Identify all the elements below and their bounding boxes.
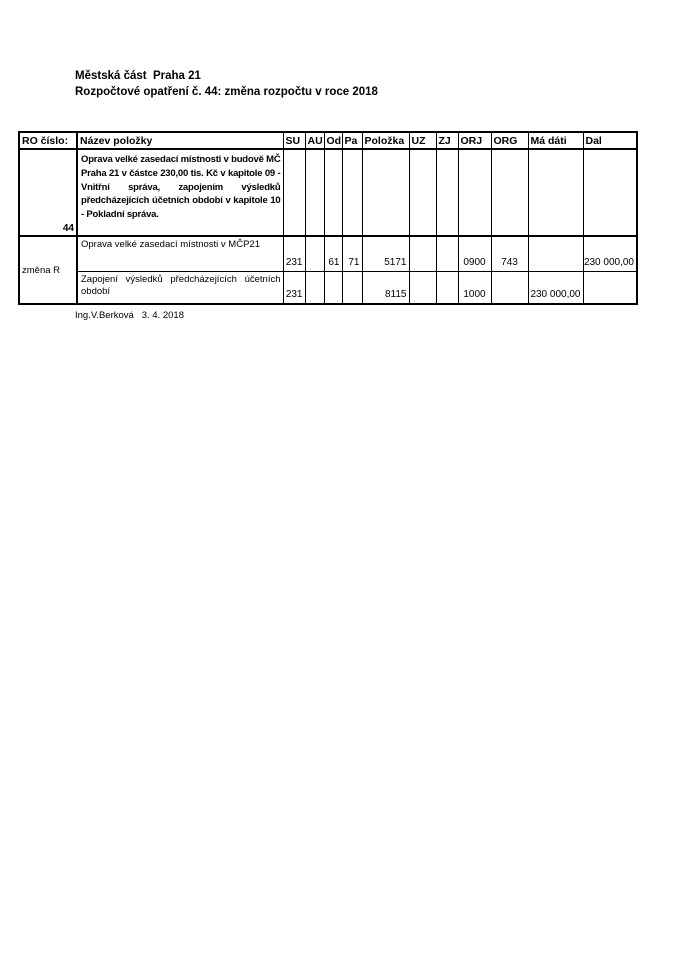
- uz-cell: [409, 272, 436, 305]
- pa-cell: 71: [342, 236, 362, 272]
- signature-line: Ing.V.Berková 3. 4. 2018: [75, 310, 184, 321]
- change-type-cell: změna R: [19, 236, 77, 304]
- org-cell: [491, 272, 528, 305]
- table-row: [19, 236, 637, 272]
- au-cell: [305, 272, 324, 305]
- empty-cell: [583, 149, 637, 236]
- item-name-cell: Oprava velké zasedací místnosti v MČP21: [77, 236, 283, 272]
- org-cell: 743: [491, 236, 528, 272]
- od-cell: 61: [324, 236, 342, 272]
- zj-cell: [436, 236, 458, 272]
- col-header-orj: ORJ: [458, 132, 491, 149]
- empty-cell: [528, 149, 583, 236]
- budget-measure-table: [18, 131, 638, 305]
- col-header-su: SU: [283, 132, 305, 149]
- empty-cell: [342, 149, 362, 236]
- col-header-pa: Pa: [342, 132, 362, 149]
- uz-cell: [409, 236, 436, 272]
- empty-cell: [491, 149, 528, 236]
- col-header-org: ORG: [491, 132, 528, 149]
- col-header-zj: ZJ: [436, 132, 458, 149]
- pa-cell: [342, 272, 362, 305]
- empty-cell: [436, 149, 458, 236]
- document-title-subject: Rozpočtové opatření č. 44: změna rozpočtu v roce 2018: [75, 86, 378, 98]
- empty-cell: [409, 149, 436, 236]
- ma-dati-cell: 230 000,00: [528, 272, 583, 305]
- table-row: [19, 272, 637, 305]
- col-header-dal: Dal: [583, 132, 637, 149]
- polozka-cell: 5171: [362, 236, 409, 272]
- empty-cell: [362, 149, 409, 236]
- table-header-row: [19, 132, 637, 149]
- col-header-ma-dati: Má dáti: [528, 132, 583, 149]
- ma-dati-cell: [528, 236, 583, 272]
- su-cell: 231: [283, 272, 305, 305]
- col-header-uz: UZ: [409, 132, 436, 149]
- dal-cell: [583, 272, 637, 305]
- measure-number: 44: [19, 149, 77, 236]
- dal-cell: 230 000,00: [583, 236, 637, 272]
- document-title-org: Městská část Praha 21: [75, 70, 201, 82]
- od-cell: [324, 272, 342, 305]
- empty-cell: [458, 149, 491, 236]
- empty-cell: [305, 149, 324, 236]
- col-header-au: AU: [305, 132, 324, 149]
- polozka-cell: 8115: [362, 272, 409, 305]
- su-cell: 231: [283, 236, 305, 272]
- zj-cell: [436, 272, 458, 305]
- orj-cell: 1000: [458, 272, 491, 305]
- col-header-ro-cislo: RO číslo:: [19, 132, 77, 149]
- item-name-cell: Zapojení výsledků předcházejících účetních období: [77, 272, 283, 305]
- col-header-nazev-polozky: Název položky: [77, 132, 283, 149]
- empty-cell: [283, 149, 305, 236]
- col-header-polozka: Položka: [362, 132, 409, 149]
- document-header: [75, 68, 378, 100]
- au-cell: [305, 236, 324, 272]
- orj-cell: 0900: [458, 236, 491, 272]
- empty-cell: [324, 149, 342, 236]
- col-header-od: Od: [324, 132, 342, 149]
- measure-description: Oprava velké zasedací místnosti v budově MČ Praha 21 v částce 230,00 tis. Kč v kapitole 09 - Vnitřní správa, zapojením výsledků předcházejících účetních období v kapitole 10 - Pokladní správa.: [77, 149, 283, 236]
- measure-description-row: [19, 149, 637, 236]
